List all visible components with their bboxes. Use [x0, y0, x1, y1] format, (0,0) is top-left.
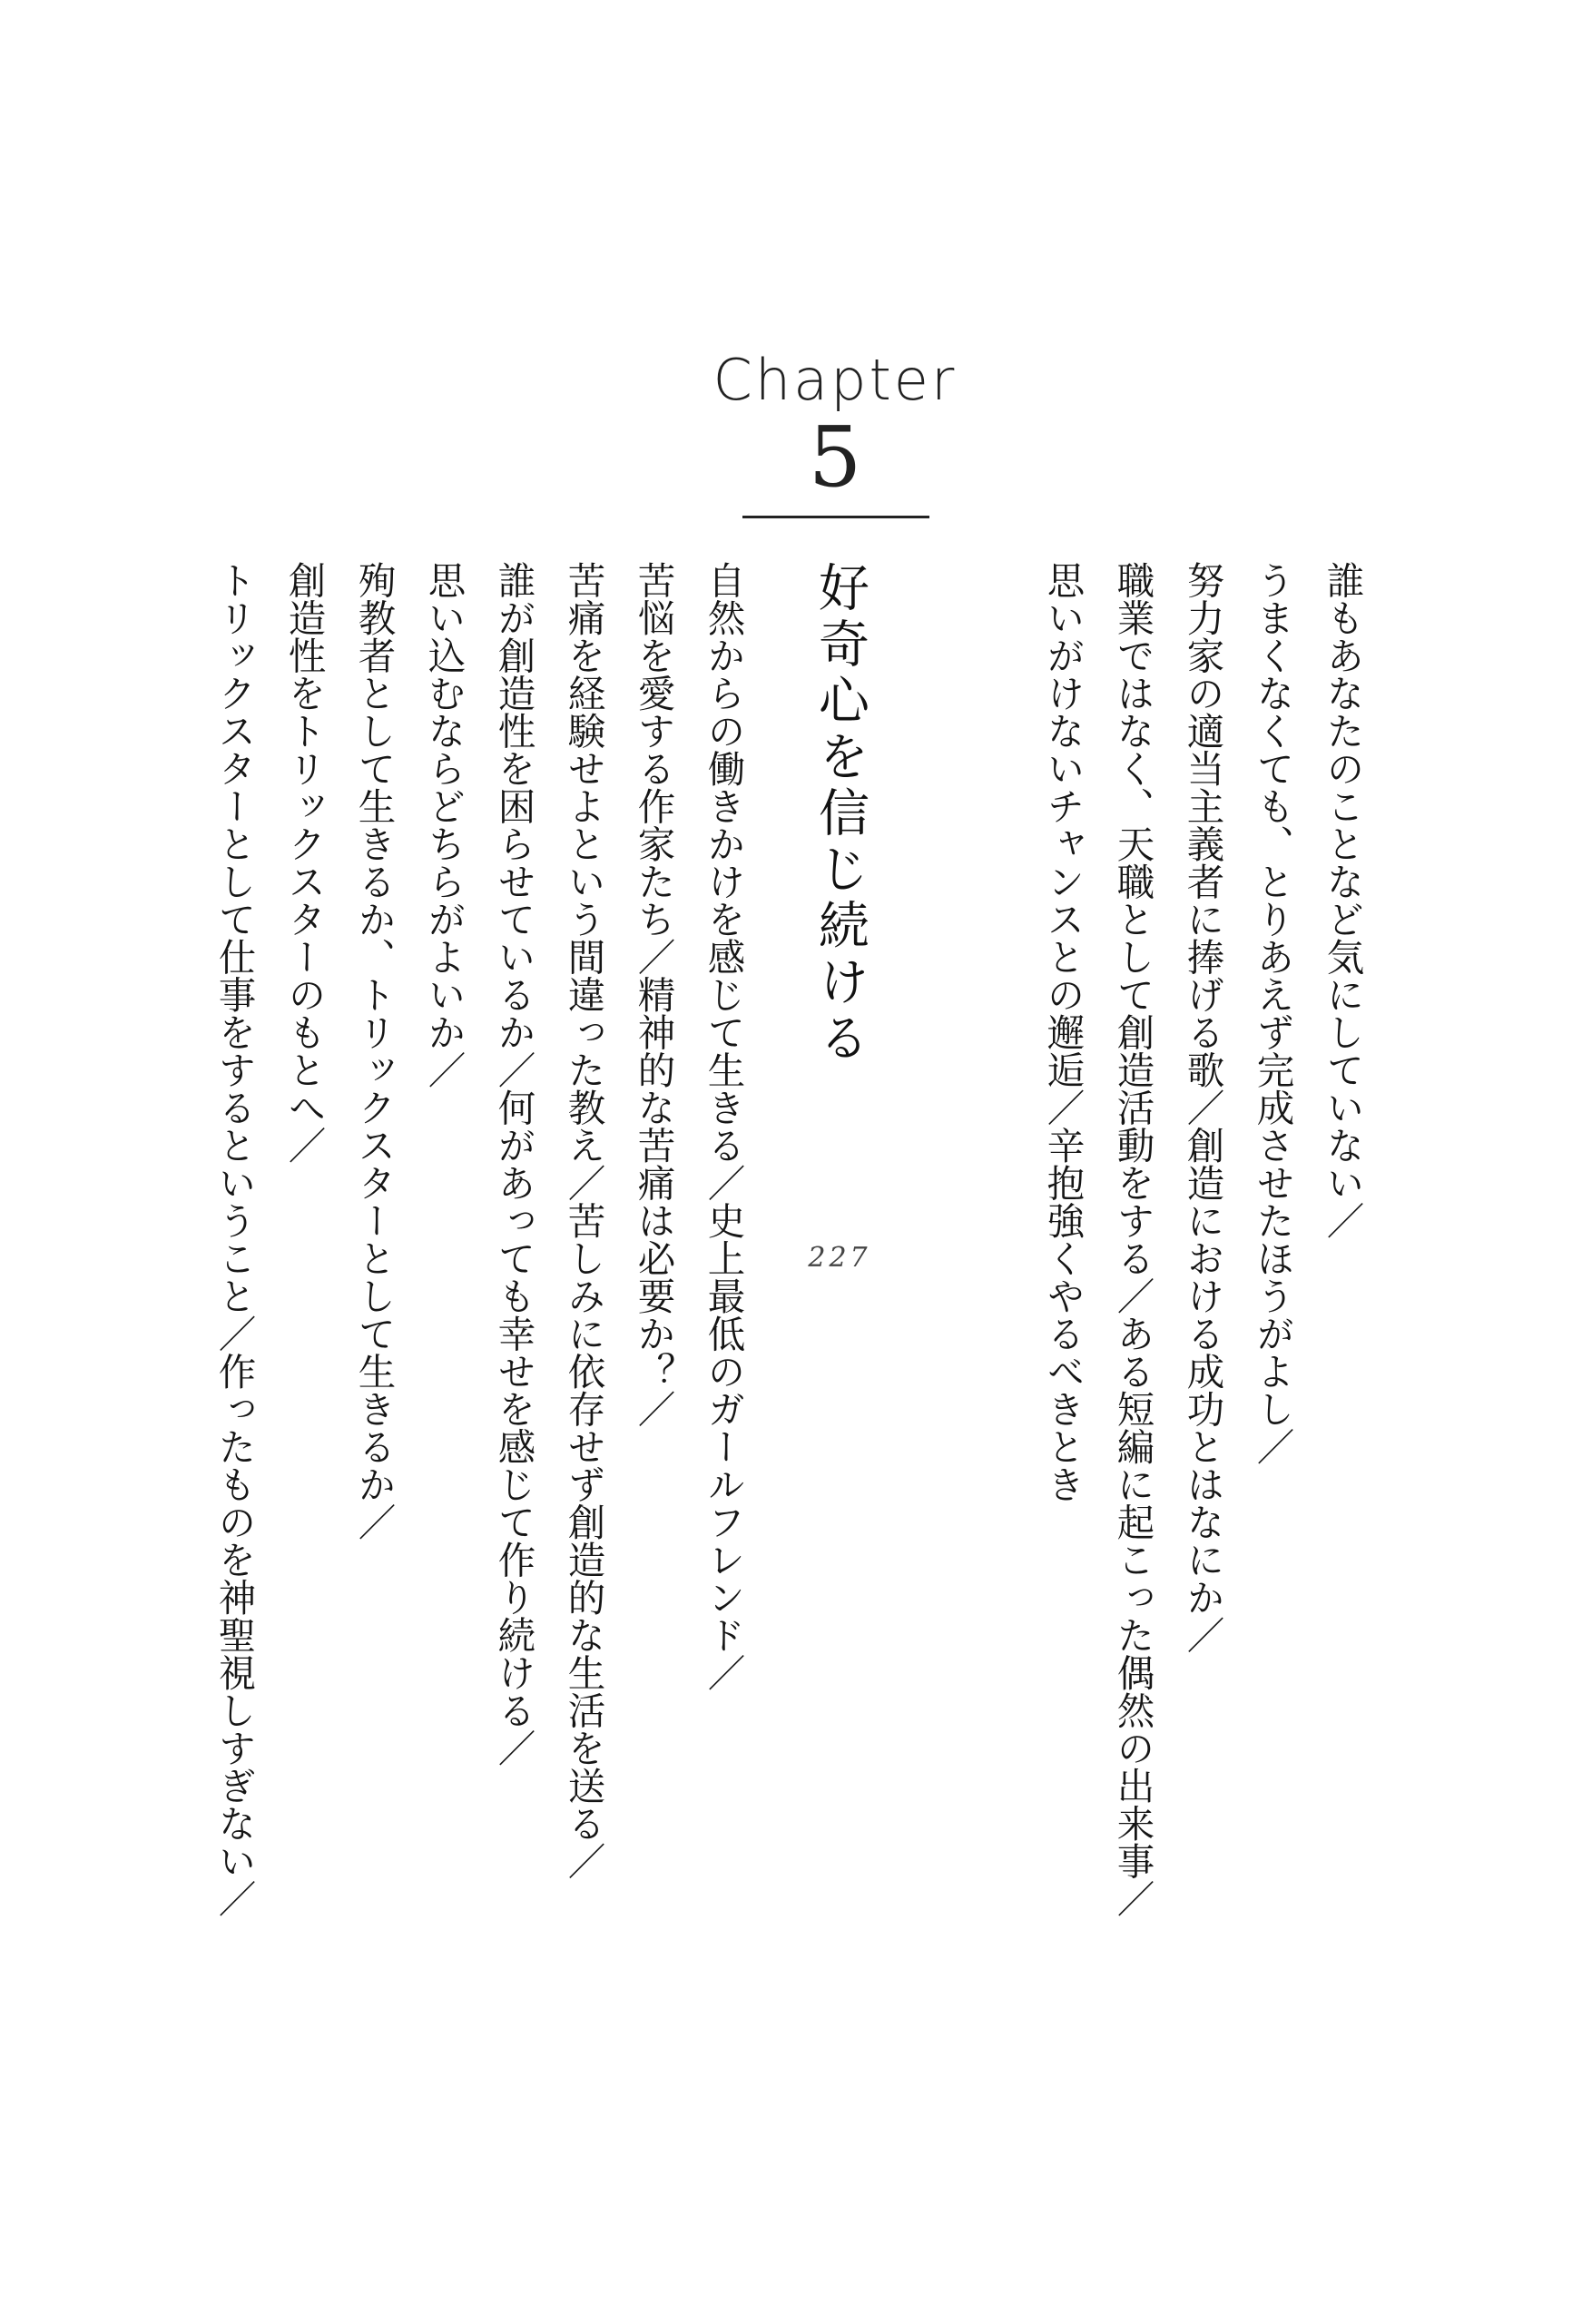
chapter-label: Chapter	[712, 347, 958, 413]
toc-line: 創造性をトリックスターのもとへ／	[281, 561, 327, 1164]
chapter-title: 好奇心を信じ続ける	[811, 561, 870, 1068]
toc-line: トリックスターとして仕事をするということ／作ったものを神聖視しすぎない／	[211, 561, 257, 1917]
chapter-divider	[742, 516, 929, 518]
toc-line: 苦痛を経験せよという間違った教え／苦しみに依存せず創造的な生活を送る／	[561, 561, 606, 1880]
toc-line: うまくなくても、とりあえず完成させたほうがよし／	[1250, 561, 1295, 1465]
toc-line: 職業ではなく、天職として創造活動をする／ある短編に起こった偶然の出来事／	[1110, 561, 1155, 1917]
toc-line: 苦悩を愛する作家たち／精神的な苦痛は必要か？／	[631, 561, 676, 1428]
toc-line: 思い込むならどちらがよいか／	[421, 561, 467, 1088]
toc-line: 誰が創造性を困らせているか／何があっても幸せを感じて作り続ける／	[491, 561, 536, 1767]
toc-line: 自然からの働きかけを感じて生きる／史上最低のガールフレンド／	[701, 561, 746, 1691]
page-number: 227	[808, 1242, 871, 1274]
toc-line: 殉教者として生きるか、トリックスターとして生きるか／	[351, 561, 397, 1541]
toc-line: 努力家の適当主義者に捧げる歌／創造における成功とはなにか／	[1180, 561, 1225, 1654]
chapter-number: 5	[808, 409, 862, 506]
toc-line: 思いがけないチャンスとの邂逅／辛抱強くやるべきとき	[1040, 561, 1086, 1503]
toc-line: 誰もあなたのことなど気にしていない／	[1320, 561, 1365, 1239]
